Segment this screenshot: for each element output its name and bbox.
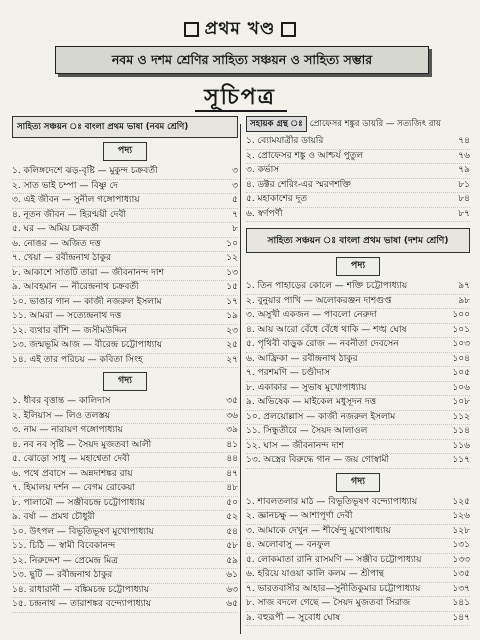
entry-title: ৬. আফ্রিকা — রবীন্দ্রনাথ ঠাকুর bbox=[246, 353, 358, 364]
toc-entry bbox=[246, 554, 470, 569]
entry-page: ২৩ bbox=[226, 325, 238, 336]
entry-page: ১২ bbox=[226, 253, 238, 263]
entry-page: ৯৮ bbox=[458, 295, 470, 306]
toc-entry bbox=[12, 339, 238, 354]
helper-list bbox=[246, 135, 470, 222]
entry-title: ২. জ্ঞানচক্ষু — আশাপূর্ণা দেবী bbox=[246, 511, 353, 521]
entry-title: ১২. নিরুদ্দেশ — প্রেমেন্দ্র মিত্র bbox=[12, 555, 118, 566]
entry-title: ৫. ঝোড়ো সাধু — মহাশ্বেতা দেবী bbox=[12, 454, 130, 464]
entry-title: ১৩. ছুটি — রবীন্দ্রনাথ ঠাকুর bbox=[12, 570, 113, 580]
helper-book-heading bbox=[246, 116, 470, 132]
prose-label: গদ্য bbox=[336, 473, 380, 492]
toc-entry bbox=[12, 354, 238, 369]
entry-title: ৪. অলোবাসু — বনফুল bbox=[246, 540, 331, 550]
entry-page: ১৩৭ bbox=[452, 583, 470, 594]
entry-title: ২. প্রোফেসর শঙ্কু ও আশ্চর্য পুতুল bbox=[246, 150, 364, 161]
entry-page: ১১৬ bbox=[452, 440, 470, 451]
entry-page: ১১২ bbox=[452, 411, 470, 422]
toc-entry bbox=[12, 555, 238, 570]
part-title bbox=[0, 16, 480, 44]
entry-title: ৪. আয় আরো বেঁধে বেঁধে থাকি — শঙ্খ ঘোষ bbox=[246, 324, 407, 335]
entry-page: ৮১ bbox=[458, 179, 470, 190]
entry-page: ৩৬ bbox=[226, 410, 238, 421]
entry-page: ১০৩ bbox=[452, 339, 470, 349]
entry-page: ১৯ bbox=[226, 311, 238, 321]
entry-page: ৩ bbox=[232, 166, 238, 176]
right-column bbox=[246, 116, 470, 626]
prose-list bbox=[12, 395, 238, 613]
part-title-text: প্রথম খণ্ড bbox=[204, 19, 276, 39]
prose-label: গদ্য bbox=[103, 372, 147, 391]
entry-page: ৪৭ bbox=[226, 468, 238, 479]
entry-page: ৬৩ bbox=[226, 584, 238, 595]
entry-page: ১০৮ bbox=[452, 397, 470, 407]
toc-entry bbox=[246, 193, 470, 208]
entry-title: ৪. ডক্টর শেরিং-এর স্মরণশক্তি bbox=[246, 179, 351, 190]
entry-title: ১. শাবলতলার মাঠ — বিভূতিভূষণ বন্দ্যোপাধ্যায় bbox=[246, 496, 418, 507]
entry-page: ৯৭ bbox=[458, 281, 470, 291]
toc-entry bbox=[12, 511, 238, 526]
entry-title: ১১. সিন্ধুতীরে — সৈয়দ আলাওল bbox=[246, 426, 368, 436]
entry-title: ১. কলিঙ্গদেশে ঝড়-বৃষ্টি — মুকুন্দ চক্রবর্তী bbox=[12, 166, 158, 176]
toc-entry bbox=[12, 395, 238, 410]
entry-page: ৫৮ bbox=[226, 541, 238, 551]
toc-entry bbox=[246, 164, 470, 179]
entry-page: ৭ bbox=[232, 209, 238, 220]
toc-entry bbox=[12, 540, 238, 555]
poetry-label: পদ্য bbox=[103, 142, 147, 161]
toc-entry bbox=[246, 179, 470, 194]
toc-entry bbox=[246, 583, 470, 598]
square-icon bbox=[281, 22, 296, 37]
toc-entry bbox=[12, 209, 238, 224]
entry-title: ৮. পালামৌ — সঞ্জীবচন্দ্র চট্টোপাধ্যায় bbox=[12, 497, 145, 508]
entry-title: ৯. বর্ষা — প্রমথ চৌধুরী bbox=[12, 512, 95, 522]
entry-page: ১৩১ bbox=[452, 540, 470, 550]
toc-entry bbox=[246, 510, 470, 525]
entry-title: ১০. প্রলয়োল্লাস — কাজী নজরুল ইসলাম bbox=[246, 411, 396, 422]
entry-title: ১৫. চন্দ্রনাথ — তারাশঙ্কর বন্দ্যোপাধ্যায় bbox=[12, 599, 152, 609]
entry-page: ১১৭ bbox=[452, 455, 470, 465]
toc-entry bbox=[246, 309, 470, 324]
entry-page: ১২৬ bbox=[452, 511, 470, 521]
toc-entry bbox=[12, 238, 238, 253]
entry-page: ২৫ bbox=[226, 340, 238, 350]
entry-title: ৯. বহুরূপী — সুবোধ ঘোষ bbox=[246, 612, 341, 623]
entry-page: ৪৮ bbox=[226, 483, 238, 493]
entry-page: ১৩৫ bbox=[452, 569, 470, 579]
toc-entry bbox=[246, 208, 470, 223]
toc-entry bbox=[12, 453, 238, 468]
entry-title: ১০. উৎপল — বিভূতিভূষণ মুখোপাধ্যায় bbox=[12, 526, 154, 537]
entry-page: ১০৫ bbox=[452, 368, 470, 378]
toc-entry bbox=[246, 411, 470, 426]
toc-entry bbox=[12, 598, 238, 613]
toc-entry bbox=[12, 223, 238, 238]
entry-page: ৬১ bbox=[226, 570, 238, 580]
column-divider bbox=[240, 124, 241, 634]
entry-page: ১০৪ bbox=[452, 353, 470, 364]
entry-title: ১২. ঘাস — জীবনানন্দ দাশ bbox=[246, 440, 344, 451]
entry-page: ১৩ bbox=[226, 267, 238, 278]
entry-title: ৫. মহাকাশের দূত bbox=[246, 194, 308, 204]
toc-entry bbox=[246, 440, 470, 455]
entry-title: ২. সাত ভাই চম্পা — বিষ্ণু দে bbox=[12, 180, 118, 191]
toc-entry bbox=[246, 338, 470, 353]
entry-page: ৬৫ bbox=[226, 599, 238, 609]
entry-title: ৭. হিমালয় দর্শন — বেগম রোকেয়া bbox=[12, 483, 135, 493]
entry-page: ৮ bbox=[232, 224, 238, 234]
entry-title: ১. তিন পাহাড়ের কোলে — শক্তি চট্টোপাধ্যায় bbox=[246, 281, 408, 291]
entry-title: ৪. নূতন জীবন — হিরণ্ময়ী দেবী bbox=[12, 209, 126, 220]
entry-title: ৫. পৃথিবী বাড়ুক রোজ — নবনীতা দেবসেন bbox=[246, 339, 399, 349]
entry-title: ১৩. জন্মভূমি আজ — বীরেন্দ্র চট্টোপাধ্যায় bbox=[12, 340, 163, 350]
entry-title: ১. ব্যোমযাত্রীর ডায়রি bbox=[246, 136, 324, 146]
entry-title: ৯. অভিষেক — মাইকেল মধুসূদন দত্ত bbox=[246, 397, 377, 407]
entry-page: ১১৪ bbox=[452, 426, 470, 436]
toc-entry bbox=[12, 482, 238, 497]
toc-entry bbox=[12, 569, 238, 584]
entry-page: ৭৯ bbox=[458, 165, 470, 175]
entry-title: ১১. আমরা — সত্যেন্দ্রনাথ দত্ত bbox=[12, 311, 122, 321]
entry-page: ২৭ bbox=[226, 354, 238, 365]
toc-entry bbox=[246, 568, 470, 583]
toc-entry bbox=[12, 325, 238, 340]
entry-title: ৬. পথে প্রবাসে — অন্নদাশঙ্কর রায় bbox=[12, 468, 133, 479]
toc-entry bbox=[12, 267, 238, 282]
entry-page: ১০ bbox=[226, 238, 238, 249]
book-subtitle: নবম ও দশম শ্রেণির সাহিত্য সঞ্চয়ন ও সাহিত্য সম্ভার bbox=[55, 46, 429, 74]
entry-page: ১২৫ bbox=[452, 496, 470, 507]
square-icon bbox=[184, 22, 199, 37]
toc-entry bbox=[12, 165, 238, 180]
prose-list bbox=[246, 496, 470, 627]
entry-title: ৭. পরশমণি — চণ্ডীদাস bbox=[246, 368, 331, 378]
poetry-list bbox=[12, 165, 238, 368]
toc-entry bbox=[246, 280, 470, 295]
entry-title: ৫. লোকমাতা রানি রাসমণি — সঞ্জীব চট্টোপাধ্যায় bbox=[246, 554, 422, 565]
entry-title: ৬. স্বর্ণপর্ণী bbox=[246, 208, 283, 219]
toc-entry bbox=[246, 539, 470, 554]
toc-entry bbox=[12, 252, 238, 267]
entry-page: ৫ bbox=[232, 195, 238, 205]
entry-page: ৮৪ bbox=[458, 194, 470, 204]
toc-entry bbox=[12, 497, 238, 512]
entry-page: ১৭ bbox=[226, 296, 238, 307]
entry-title: ১২. ব্যথার বাঁশি — জসীমউদ্দিন bbox=[12, 325, 127, 336]
entry-page: ১০১ bbox=[452, 324, 470, 335]
toc-entry bbox=[12, 410, 238, 425]
entry-title: ৭. খেয়া — রবীন্দ্রনাথ ঠাকুর bbox=[12, 253, 111, 263]
entry-page: ৩৯ bbox=[226, 425, 238, 435]
entry-page: ৪১ bbox=[226, 439, 238, 450]
entry-page: ৫২ bbox=[226, 512, 238, 522]
toc-entry bbox=[246, 295, 470, 310]
toc-entry bbox=[246, 454, 470, 469]
toc-entry bbox=[246, 353, 470, 368]
entry-page: ৩৫ bbox=[226, 396, 238, 406]
entry-page: ৭৪ bbox=[458, 136, 470, 146]
section-heading-class-10: সাহিত্য সঞ্চয়ন ঃ বাংলা প্রথম ভাষা (দশম শ্রেণি) bbox=[246, 228, 470, 253]
toc-entry bbox=[12, 194, 238, 209]
entry-title: ৩. নাম — নারায়ণ গঙ্গোপাধ্যায় bbox=[12, 425, 123, 435]
entry-page: ১৪৭ bbox=[452, 612, 470, 623]
entry-page: ৮৭ bbox=[458, 208, 470, 219]
toc-entry bbox=[246, 367, 470, 382]
toc-entry bbox=[246, 597, 470, 612]
toc-entry bbox=[246, 150, 470, 165]
helper-title: প্রোফেসর শঙ্কুর ডায়রি — সত্যজিৎ রায় bbox=[309, 119, 441, 129]
entry-title: ৯. আবহমান — নীরেন্দ্রনাথ চক্রবর্তী bbox=[12, 282, 139, 292]
toc-entry bbox=[246, 324, 470, 339]
entry-page: ১৪১ bbox=[452, 598, 470, 608]
toc-entry bbox=[12, 526, 238, 541]
divider bbox=[195, 110, 287, 112]
entry-page: ৫৯ bbox=[226, 555, 238, 566]
entry-page: ১০৬ bbox=[452, 382, 470, 393]
entry-title: ১১. চিঠি — স্বামী বিবেকানন্দ bbox=[12, 541, 116, 551]
toc-entry bbox=[246, 382, 470, 397]
entry-title: ৩. এই জীবন — সুনীল গঙ্গোপাধ্যায় bbox=[12, 195, 140, 205]
entry-title: ৪. নব নব সৃষ্টি — সৈয়দ মুজতবা আলী bbox=[12, 439, 152, 450]
entry-title: ৬. হরিয়ে যাওয়া কালি কলম — শ্রীপান্থ bbox=[246, 569, 384, 579]
entry-page: ৭৬ bbox=[458, 150, 470, 161]
entry-page: ৩ bbox=[232, 180, 238, 191]
entry-title: ৮. আকাশে সাতটি তারা — জীবনানন্দ দাশ bbox=[12, 267, 164, 278]
toc-entry bbox=[12, 468, 238, 483]
toc-entry bbox=[246, 612, 470, 627]
toc-entry bbox=[246, 396, 470, 411]
entry-title: ৬. নোঙর — অজিত দত্ত bbox=[12, 238, 101, 249]
entry-title: ৭. ভারতবাসীর আহার—সুনীতিকুমার চট্টোপাধ্যায় bbox=[246, 583, 421, 594]
entry-title: ৮. সাজ বদলে গেছে — সৈয়দ মুজতবা সিরাজ bbox=[246, 598, 411, 608]
toc-entry bbox=[12, 281, 238, 296]
entry-title: ১৩. অস্ত্রের বিরুদ্ধে গান — জয় গোস্বামী bbox=[246, 455, 390, 465]
section-heading-class-9: সাহিত্য সঞ্চয়ন ঃ বাংলা প্রথম ভাষা (নবম শ্রেণি) bbox=[12, 116, 238, 138]
entry-title: ৩. কর্ভাস bbox=[246, 165, 280, 175]
toc-entry bbox=[12, 296, 238, 311]
poetry-list bbox=[246, 280, 470, 469]
entry-title: ৩. আমাকে দেখুন — শীর্ষেন্দু মুখোপাধ্যায় bbox=[246, 525, 391, 536]
entry-title: ৩. অসুখী একজন — পাবলো নেরুদা bbox=[246, 310, 377, 320]
toc-entry bbox=[246, 425, 470, 440]
helper-tag: সহায়ক গ্রন্থ ঃ bbox=[246, 116, 307, 132]
entry-title: ১০. ভাঙার গান — কাজী নজরুল ইসলাম bbox=[12, 296, 162, 307]
toc-heading: সূচিপত্র bbox=[204, 85, 276, 110]
entry-page: ৪৪ bbox=[226, 454, 238, 464]
toc-entry bbox=[12, 584, 238, 599]
toc-entry bbox=[12, 180, 238, 195]
entry-page: ১৩৩ bbox=[452, 554, 470, 565]
entry-title: ২. ইলিয়াস — লিও তলস্তয় bbox=[12, 410, 111, 421]
toc-entry bbox=[246, 525, 470, 540]
entry-page: ১২৮ bbox=[452, 525, 470, 536]
toc-entry bbox=[246, 496, 470, 511]
entry-page: ৫০ bbox=[226, 497, 238, 508]
toc-entry bbox=[246, 135, 470, 150]
toc-entry bbox=[12, 439, 238, 454]
entry-title: ১৪. এই তার পরিচয় — কবিতা সিংহ bbox=[12, 354, 143, 365]
entry-page: ১৫ bbox=[226, 282, 238, 292]
entry-title: ২. বুনুয়ার পাখি — অলোকরঞ্জন দাশগুপ্ত bbox=[246, 295, 392, 306]
toc-entry bbox=[12, 310, 238, 325]
entry-page: ৫৪ bbox=[226, 526, 238, 537]
entry-title: ৫. ঘর — অমিয় চক্রবর্তী bbox=[12, 224, 100, 234]
entry-page: ১০০ bbox=[452, 310, 470, 320]
poetry-label: পদ্য bbox=[336, 257, 380, 276]
left-column bbox=[12, 116, 238, 613]
entry-title: ৮. একাকার — সুভাষ মুখোপাধ্যায় bbox=[246, 382, 367, 393]
entry-title: ১. ধীবর বৃত্তান্ত — কালিদাস bbox=[12, 396, 111, 406]
entry-title: ১৪. রাধারানী — বঙ্কিমচন্দ্র চট্টোপাধ্যায় bbox=[12, 584, 150, 595]
toc-entry bbox=[12, 424, 238, 439]
